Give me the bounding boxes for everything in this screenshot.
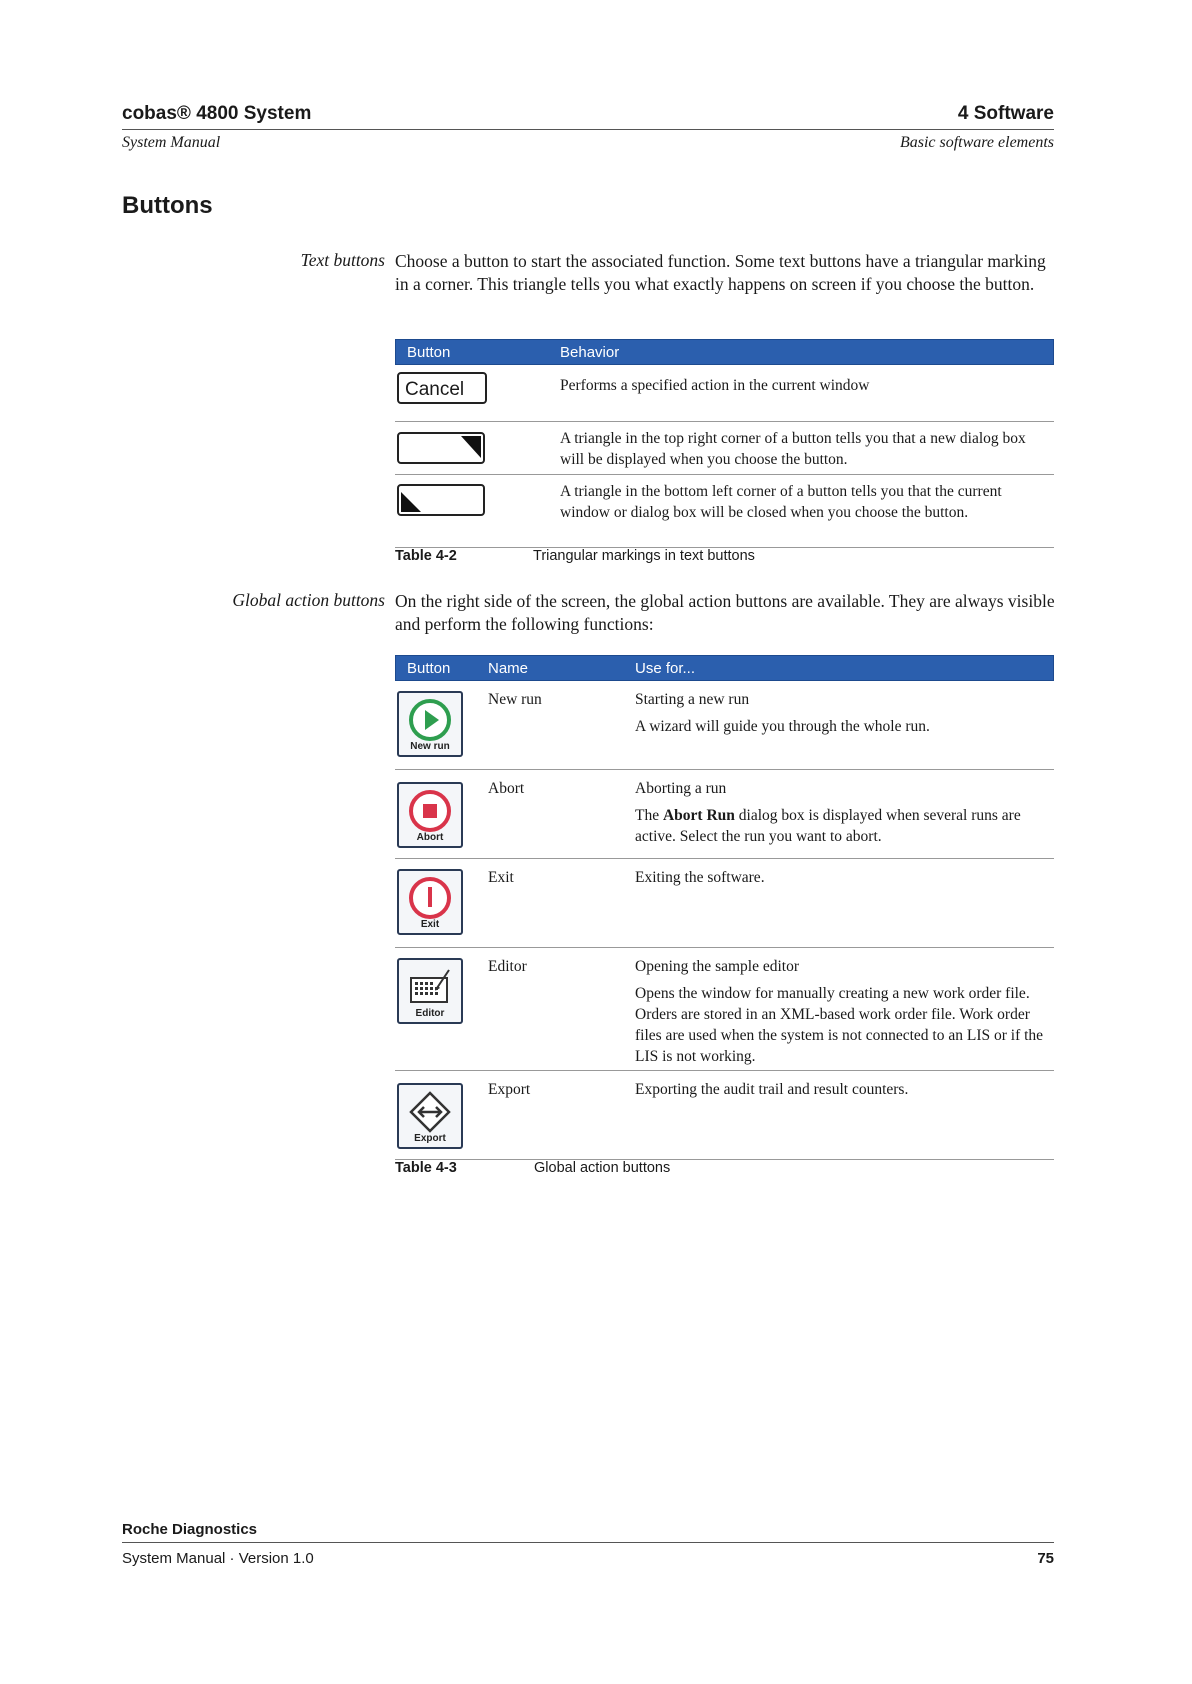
table-caption-text: Triangular markings in text buttons: [533, 548, 755, 564]
export-button[interactable]: [397, 1083, 463, 1149]
keyboard-pen-icon: [405, 964, 455, 1010]
exit-button[interactable]: [397, 869, 463, 935]
global-buttons-intro: On the right side of the screen, the global action buttons are available. They are always visible and perform the following functions:: [395, 591, 1055, 634]
footer-rule: [122, 1542, 1054, 1543]
table-row: [395, 422, 1054, 475]
new-run-button[interactable]: [397, 691, 463, 757]
behavior-text: A triangle in the top right corner of a button tells you that a new dialog box will be displayed when you choose the button.: [560, 430, 1026, 468]
footer-manual-version: System Manual · Version 1.0: [122, 1550, 314, 1567]
button-name: Exit: [488, 869, 514, 886]
use-for-title: Opening the sample editor: [635, 958, 799, 975]
behavior-text: Performs a specified action in the current window: [560, 377, 870, 394]
button-name: New run: [488, 691, 542, 708]
button-name: Editor: [488, 958, 527, 975]
table-row: [395, 859, 1054, 948]
table-header: [395, 339, 1054, 365]
editor-button-label: Editor: [415, 1008, 445, 1019]
text-buttons-side-label: Text buttons: [300, 250, 385, 270]
play-icon: [405, 697, 455, 743]
use-for-detail: Opens the window for manually creating a new work order file. Orders are stored in an XML-based work order file. Work order files are used when the system is not connected to an LIS or if the LIS is not working.: [635, 985, 1044, 1065]
cancel-button[interactable]: Cancel: [397, 372, 487, 404]
button-name: Export: [488, 1081, 531, 1098]
stop-icon: [405, 788, 455, 834]
header-chapter-title: 4 Software: [957, 103, 1054, 124]
editor-button[interactable]: [397, 958, 463, 1024]
column-header-button: Button: [407, 344, 451, 361]
bottom-left-triangle-icon: [399, 486, 483, 514]
use-for-detail: The Abort Run dialog box is displayed when several runs are active. Select the run you want to abort.: [635, 807, 1021, 845]
table-caption-number: Table 4-3: [395, 1160, 457, 1176]
export-button-label: Export: [414, 1133, 446, 1144]
abort-button[interactable]: [397, 782, 463, 848]
button-name: Abort: [488, 780, 525, 797]
column-header-use-for: Use for...: [635, 660, 696, 677]
use-for-title: Exiting the software.: [635, 869, 765, 886]
top-right-triangle-icon: [399, 434, 483, 462]
global-buttons-table: [395, 655, 1054, 1160]
open-dialog-button[interactable]: [397, 432, 485, 464]
table-row: [395, 770, 1054, 859]
table-caption-text: Global action buttons: [534, 1160, 671, 1176]
use-for-title: Starting a new run: [635, 691, 750, 708]
exit-button-label: Exit: [420, 919, 440, 930]
table-row: [395, 948, 1054, 1071]
header-section-name: Basic software elements: [899, 134, 1054, 151]
header-rule: [122, 129, 1054, 130]
header-manual-name: System Manual: [122, 134, 221, 151]
page-title: Buttons: [122, 192, 213, 219]
power-icon: [405, 875, 455, 921]
footer-company: Roche Diagnostics: [122, 1521, 258, 1538]
header-product-title: cobas® 4800 System: [122, 103, 312, 124]
close-window-button[interactable]: [397, 484, 485, 516]
page-number: 75: [1037, 1550, 1054, 1567]
text-buttons-intro: Choose a button to start the associated function. Some text buttons have a triangular marking in a corner. This triangle tells you what exactly happens on screen if you choose the button.: [395, 251, 1046, 294]
text-buttons-table: [395, 339, 1054, 548]
use-for-title: Aborting a run: [635, 780, 727, 797]
use-for-detail: A wizard will guide you through the whole run.: [635, 718, 930, 735]
table-row: [395, 1071, 1054, 1160]
column-header-behavior: Behavior: [560, 344, 620, 361]
column-header-button: Button: [407, 660, 451, 677]
use-for-title: Exporting the audit trail and result counters.: [635, 1081, 909, 1098]
table-header: [395, 655, 1054, 681]
behavior-text: A triangle in the bottom left corner of a button tells you that the current window or dialog box will be closed when you choose the button.: [560, 483, 1002, 521]
column-header-name: Name: [488, 660, 529, 677]
global-buttons-side-label: Global action buttons: [232, 590, 385, 610]
table-row: [395, 475, 1054, 548]
table-row: [395, 365, 1054, 422]
table-caption-number: Table 4-2: [395, 548, 457, 564]
abort-button-label: Abort: [416, 832, 444, 843]
export-arrows-icon: [405, 1089, 455, 1135]
table-row: [395, 681, 1054, 770]
new-run-button-label: New run: [410, 741, 450, 752]
